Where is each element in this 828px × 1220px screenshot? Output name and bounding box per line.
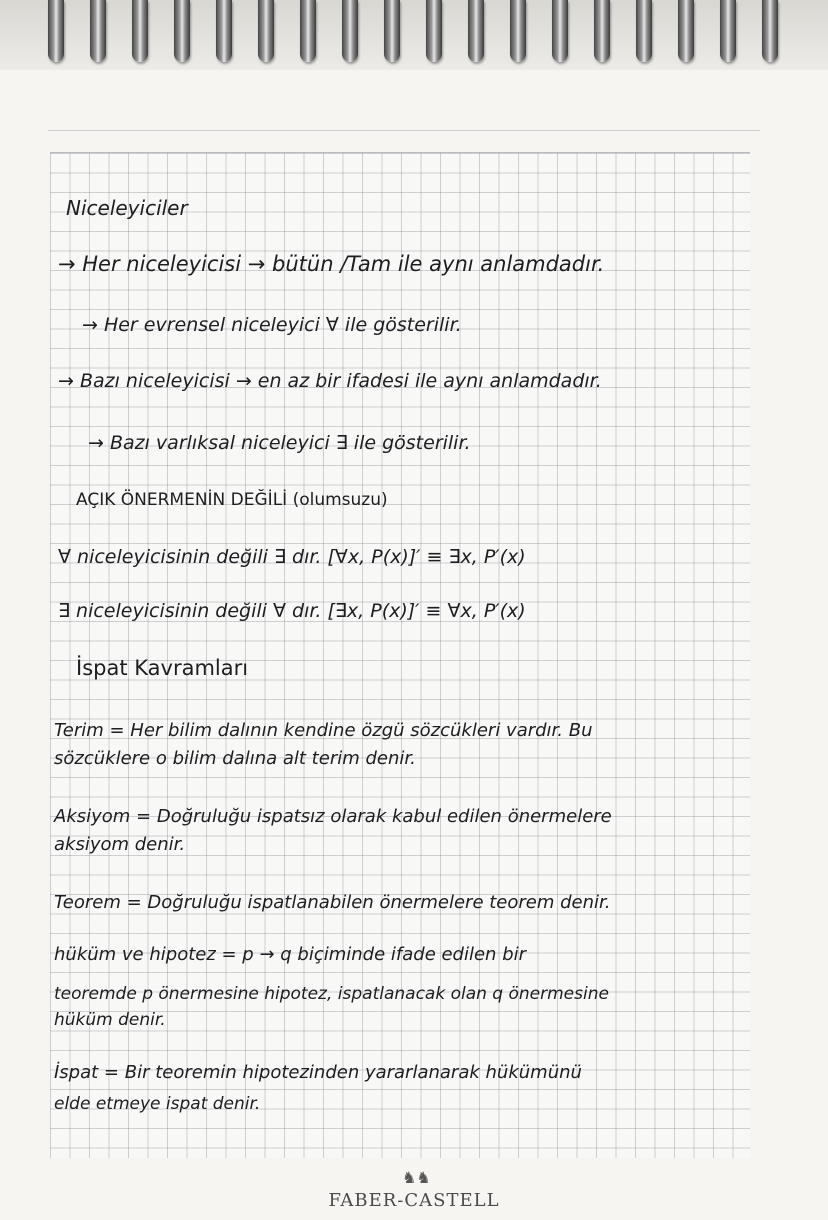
notes-title: Niceleyiciler	[66, 196, 188, 220]
note-line: Teorem = Doğruluğu ispatlanabilen önermelere teorem denir.	[54, 892, 611, 913]
brand-logo: FABER-CASTELL	[328, 1190, 500, 1211]
spiral-ring	[594, 0, 610, 62]
note-line: hüküm denir.	[54, 1010, 166, 1030]
note-line: ∀ niceleyicisinin değili ∃ dır. [∀x, P(x)]′ ≡ ∃x, P′(x)	[58, 546, 526, 568]
spiral-ring	[678, 0, 694, 62]
spiral-ring	[342, 0, 358, 62]
spiral-ring	[552, 0, 568, 62]
spiral-ring	[48, 0, 64, 62]
spiral-binding	[0, 0, 828, 70]
note-line: sözcüklere o bilim dalına alt terim denir.	[54, 748, 416, 769]
note-line: hüküm ve hipotez = p → q biçiminde ifade edilen bir	[54, 944, 527, 965]
spiral-ring	[510, 0, 526, 62]
note-line: → Her evrensel niceleyici ∀ ile gösterilir.	[82, 314, 462, 336]
note-line: → Her niceleyicisi → bütün /Tam ile aynı anlamdadır.	[58, 252, 605, 276]
note-line: ∃ niceleyicisinin değili ∀ dır. [∃x, P(x)]′ ≡ ∀x, P′(x)	[58, 600, 526, 622]
spiral-ring	[762, 0, 778, 62]
spiral-ring	[636, 0, 652, 62]
note-line: Aksiyom = Doğruluğu ispatsız olarak kabul edilen önermelere	[54, 806, 612, 827]
grid-page	[50, 152, 750, 1158]
spiral-ring	[90, 0, 106, 62]
note-line: → Bazı varlıksal niceleyici ∃ ile gösterilir.	[88, 432, 471, 454]
note-line: teoremde p önermesine hipotez, ispatlanacak olan q önermesine	[54, 984, 609, 1004]
note-line: İspat = Bir teoremin hipotezinden yararlanarak hükümünü	[54, 1062, 582, 1083]
spiral-ring	[384, 0, 400, 62]
spiral-ring	[426, 0, 442, 62]
spiral-ring	[258, 0, 274, 62]
section-heading: İspat Kavramları	[76, 656, 249, 680]
spiral-ring	[216, 0, 232, 62]
note-line: elde etmeye ispat denir.	[54, 1094, 261, 1114]
note-line: aksiyom denir.	[54, 834, 186, 855]
header-rule	[48, 130, 760, 131]
note-line: Terim = Her bilim dalının kendine özgü sözcükleri vardır. Bu	[54, 720, 593, 741]
spiral-ring	[300, 0, 316, 62]
note-line: → Bazı niceleyicisi → en az bir ifadesi ile aynı anlamdadır.	[58, 370, 602, 392]
section-heading: AÇIK ÖNERMENİN DEĞİLİ (olumsuzu)	[76, 490, 388, 510]
spiral-ring	[468, 0, 484, 62]
spiral-ring	[720, 0, 736, 62]
faber-castell-knights-icon: ♞♞	[402, 1168, 431, 1187]
spiral-ring	[174, 0, 190, 62]
spiral-ring	[132, 0, 148, 62]
